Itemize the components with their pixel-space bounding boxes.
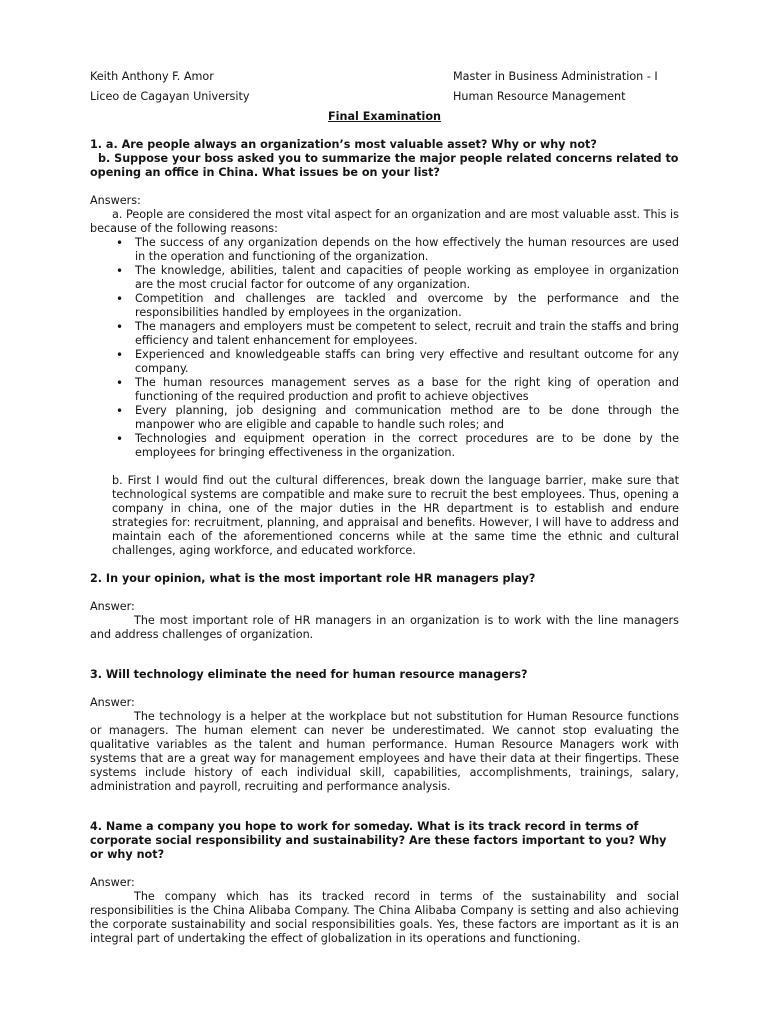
header-row-1 — [90, 70, 679, 86]
answer-1b: b. First I would find out the cultural differences, break down the language barrier, make sure that technological systems are compatible and make sure to recruit the best employees. Thus, opening a company in china, one of the major duties in the HR department is to establish and endure strategies for: recruitment, planning, and appraisal and benefits. However, I will have to address and maintain each of the aforementioned concerns while at the same time the ethnic and cultural challenges, aging workforce, and educated workforce. — [112, 474, 679, 557]
answer-label: Answer: — [90, 600, 135, 613]
header-row-2 — [90, 90, 679, 106]
answer-4: The company which has its tracked record in terms of the sustainability and social responsibilities is the China Alibaba Company. The China Alibaba Company is setting and also achieving the corporate sustainability and social responsibilities goals. Yes, these factors are important as it is an integral part of undertaking the effect of globalization in its operations and functioning. — [90, 890, 679, 945]
school-name: Liceo de Cagayan University — [90, 90, 250, 103]
question-4: 4. Name a company you hope to work for someday. What is its track record in terms of corporate social responsibility and sustainability? Are these factors important to you? Why or why not? — [90, 820, 667, 861]
question-2: 2. In your opinion, what is the most important role HR managers play? — [90, 572, 536, 585]
list-item: • The managers and employers must be competent to select, recruit and train the staffs and bring efficiency and talent enhancement for employees. — [90, 320, 679, 348]
answers-label: Answers: — [90, 194, 141, 207]
document-title: Final Examination — [328, 110, 441, 123]
answer-label: Answer: — [90, 876, 135, 889]
list-item: • The human resources management serves as a base for the right king of operation and functioning of the required production and profit to achieve objectives — [90, 376, 679, 404]
question-3: 3. Will technology eliminate the need for human resource managers? — [90, 668, 528, 681]
list-item: • Every planning, job designing and communication method are to be done through the manpower who are eligible and capable to handle such roles; and — [90, 404, 679, 432]
question-1b: b. Suppose your boss asked you to summarize the major people related concerns related to opening an office in China. What issues be on your list? — [90, 152, 679, 179]
program-name: Master in Business Administration - I — [453, 70, 658, 83]
subject-name: Human Resource Management — [453, 90, 626, 103]
question-1a: 1. a. Are people always an organization’s most valuable asset? Why or why not? — [90, 138, 597, 151]
author-name: Keith Anthony F. Amor — [90, 70, 214, 83]
answer-2: The most important role of HR managers in an organization is to work with the line managers and address challenges of organization. — [90, 614, 679, 641]
answer-label: Answer: — [90, 696, 135, 709]
document-page — [90, 70, 679, 946]
reasons-list — [90, 236, 679, 460]
answer-1a-intro: a. People are considered the most vital aspect for an organization and are most valuable asst. This is because of the following reasons: — [90, 208, 679, 235]
list-item: • Experienced and knowledgeable staffs can bring very effective and resultant outcome for any company. — [90, 348, 679, 376]
list-item: • Competition and challenges are tackled and overcome by the performance and the responsibilities handled by employees in the organization. — [90, 292, 679, 320]
list-item: • The knowledge, abilities, talent and capacities of people working as employee in organization are the most crucial factor for outcome of any organization. — [90, 264, 679, 292]
list-item: • The success of any organization depends on the how effectively the human resources are used in the operation and functioning of the organization. — [90, 236, 679, 264]
answer-3: The technology is a helper at the workplace but not substitution for Human Resource functions or managers. The human element can never be underestimated. We cannot stop evaluating the qualitative variables as the talent and human performance. Human Resource Managers work with systems that are a great way for management employees and have their data at their fingertips. These systems include history of each individual skill, capabilities, accomplishments, trainings, salary, administration and payroll, recruiting and performance analysis. — [90, 710, 679, 793]
list-item: • Technologies and equipment operation in the correct procedures are to be done by the employees for bringing effectiveness in the organization. — [90, 432, 679, 460]
